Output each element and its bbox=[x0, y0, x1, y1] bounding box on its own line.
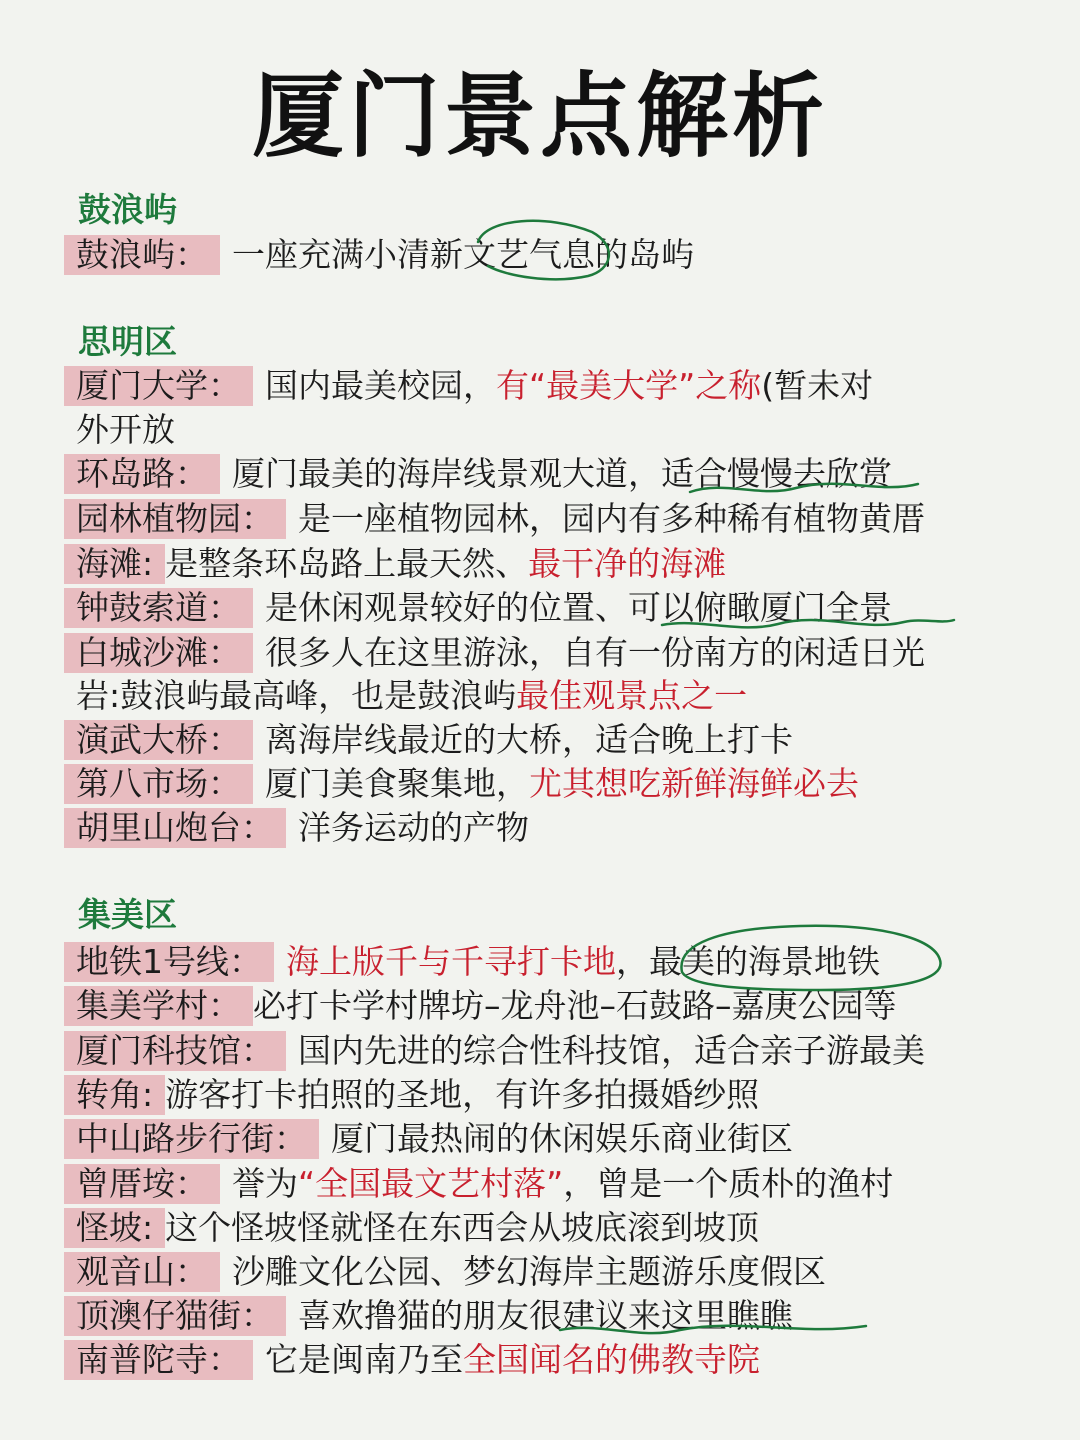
list-item bbox=[64, 1117, 1024, 1161]
item-text: 离海岸线最近的大桥，适合晚上打卡 bbox=[265, 720, 793, 759]
list-item bbox=[64, 1206, 1024, 1250]
item-text: 誉为 bbox=[232, 1164, 298, 1203]
list-item bbox=[64, 1338, 1024, 1382]
list-item bbox=[64, 1250, 1024, 1294]
list-item bbox=[64, 1294, 1024, 1338]
item-label: 园林植物园： bbox=[64, 499, 286, 539]
item-text: 必打卡学村牌坊–龙舟池–石鼓路–嘉庚公园等 bbox=[253, 986, 897, 1025]
item-label: 转角: bbox=[64, 1075, 165, 1115]
list-item bbox=[64, 940, 1024, 984]
section-heading-gulangyu: 鼓浪屿 bbox=[78, 190, 177, 229]
section-heading-siming: 思明区 bbox=[78, 322, 177, 361]
item-text: 它是闽南乃至 bbox=[265, 1340, 463, 1379]
item-label: 曾厝垵： bbox=[64, 1164, 220, 1204]
item-label: 钟鼓索道： bbox=[64, 588, 253, 628]
list-item bbox=[64, 718, 1024, 762]
item-text: 是休闲观景较好的位置、可以俯瞰厦门全景 bbox=[265, 588, 892, 627]
list-item bbox=[64, 1029, 1024, 1073]
item-text: 是一座植物园林，园内有多种稀有植物黄厝 bbox=[298, 499, 925, 538]
item-text-tail: ，曾是一个质朴的渔村 bbox=[563, 1164, 894, 1203]
item-text: 外开放 bbox=[76, 410, 175, 449]
item-label: 环岛路： bbox=[64, 454, 220, 494]
item-text: 一座充满小清新文艺气息的岛屿 bbox=[232, 235, 694, 274]
list-item bbox=[64, 984, 1024, 1028]
item-label: 厦门科技馆： bbox=[64, 1031, 286, 1071]
item-label: 演武大桥： bbox=[64, 720, 253, 760]
list-item bbox=[64, 762, 1024, 806]
list-item bbox=[64, 631, 1024, 675]
item-emphasis: “全国最文艺村落” bbox=[298, 1164, 564, 1203]
list-item bbox=[64, 1162, 1024, 1206]
section-heading-jimei: 集美区 bbox=[78, 895, 177, 934]
list-item bbox=[64, 233, 1024, 277]
item-text: 国内先进的综合性科技馆，适合亲子游最美 bbox=[298, 1031, 925, 1070]
item-label: 中山路步行街： bbox=[64, 1119, 319, 1159]
item-label: 地铁1号线： bbox=[64, 942, 274, 982]
item-text: 国内最美校园， bbox=[265, 366, 496, 405]
list-item bbox=[64, 542, 1024, 586]
item-label: 厦门大学： bbox=[64, 366, 253, 406]
item-text: 岩:鼓浪屿最高峰，也是鼓浪屿 bbox=[76, 676, 517, 715]
item-emphasis: 最干净的海滩 bbox=[528, 544, 727, 583]
list-item bbox=[64, 806, 1024, 850]
item-text: 厦门美食聚集地， bbox=[265, 764, 529, 803]
list-item bbox=[64, 1073, 1024, 1117]
item-label: 第八市场： bbox=[64, 764, 253, 804]
item-emphasis: 尤其想吃新鲜海鲜必去 bbox=[529, 764, 859, 803]
item-label: 白城沙滩： bbox=[64, 633, 253, 673]
item-text: 很多人在这里游泳，自有一份南方的闲适日光 bbox=[265, 633, 925, 672]
item-text: 游客打卡拍照的圣地，有许多拍摄婚纱照 bbox=[165, 1075, 760, 1114]
item-text: 喜欢撸猫的朋友很建议来这里瞧瞧 bbox=[298, 1296, 793, 1335]
item-label: 顶澳仔猫街： bbox=[64, 1296, 286, 1336]
item-text: 厦门最美的海岸线景观大道，适合慢慢去欣赏 bbox=[232, 454, 892, 493]
item-text: ，最美的海景地铁 bbox=[616, 942, 880, 981]
item-text: 这个怪坡怪就怪在东西会从坡底滚到坡顶 bbox=[165, 1208, 760, 1247]
item-emphasis: 有“最美大学”之称 bbox=[496, 366, 762, 405]
item-emphasis: 最佳观景点之一 bbox=[516, 676, 748, 715]
item-label: 集美学村： bbox=[64, 986, 253, 1026]
item-label: 胡里山炮台： bbox=[64, 808, 286, 848]
list-item bbox=[64, 364, 1024, 408]
list-item bbox=[64, 497, 1024, 541]
item-emphasis: 全国闻名的佛教寺院 bbox=[463, 1340, 760, 1379]
item-emphasis: 海上版千与千寻打卡地 bbox=[286, 942, 616, 981]
page-title: 厦门景点解析 bbox=[251, 63, 828, 170]
item-text: 厦门最热闹的休闲娱乐商业街区 bbox=[331, 1119, 793, 1158]
item-text-tail: (暂未对 bbox=[761, 366, 874, 405]
item-label: 南普陀寺： bbox=[64, 1340, 253, 1380]
item-label: 观音山： bbox=[64, 1252, 220, 1292]
item-text: 是整条环岛路上最天然、 bbox=[165, 544, 529, 583]
item-label: 海滩: bbox=[64, 544, 165, 584]
item-text: 沙雕文化公园、梦幻海岸主题游乐度假区 bbox=[232, 1252, 826, 1291]
list-item bbox=[76, 674, 1036, 718]
item-label: 怪坡: bbox=[64, 1208, 165, 1248]
item-label: 鼓浪屿： bbox=[64, 235, 220, 275]
list-item bbox=[64, 452, 1024, 496]
list-item-continuation bbox=[76, 408, 1036, 452]
item-text: 洋务运动的产物 bbox=[298, 808, 529, 847]
list-item bbox=[64, 586, 1024, 630]
